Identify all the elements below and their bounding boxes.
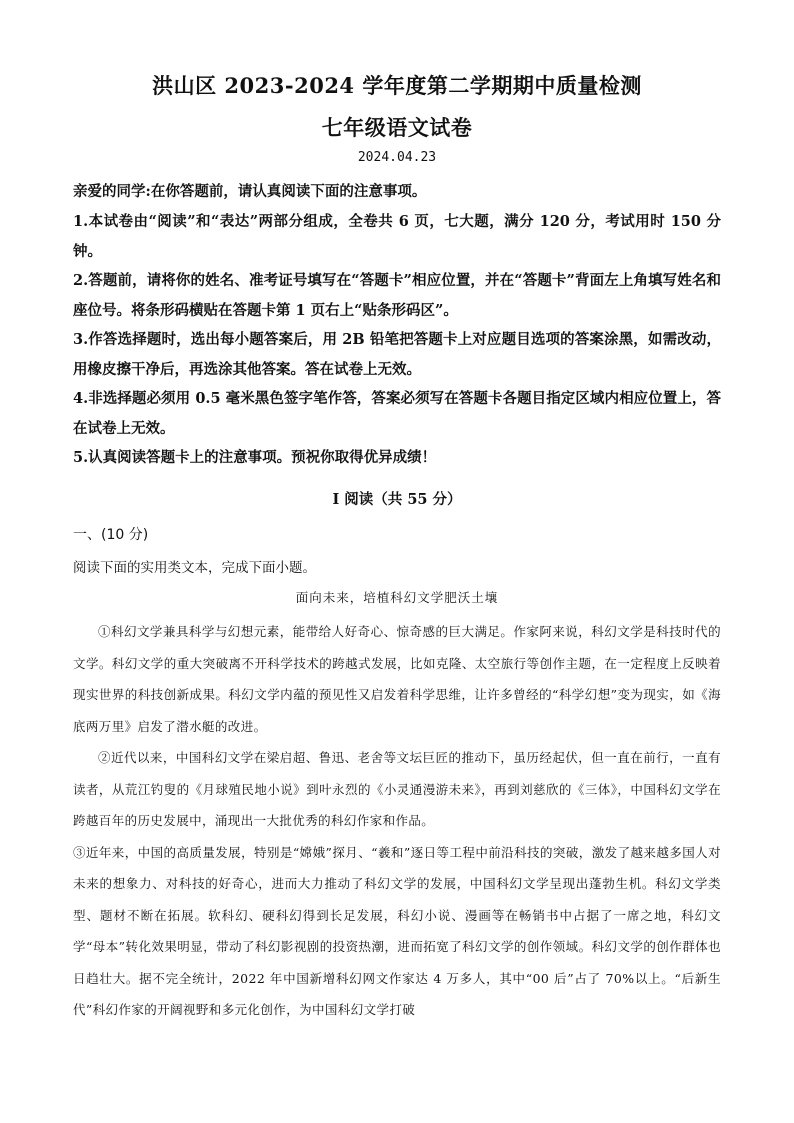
- part-label: 一、(10 分): [73, 527, 149, 543]
- notice-intro: 亲爱的同学:在你答题前，请认真阅读下面的注意事项。: [73, 183, 427, 200]
- article-paragraph: ③近年来，中国的高质量发展，特别是“嫦娥”探月、“羲和”逐日等工程中前沿科技的突破，激发了越来越多国人对未来的想象力、对科技的好奇心，进而大力推动了科幻文学的发展，中国科幻文学呈现出蓬勃生机。科幻文学类型、题材不断在拓展。软科幻、硬科幻得到长足发展，科幻小说、漫画等在畅销书中占据了一席之地，科幻文学“母本”转化效果明显，带动了科幻影视剧的投资热潮，进而拓宽了科幻文学的创作领域。科幻文学的创作群体也日趋壮大。据不完全统计，2022 年中国新增科幻网文作家达 4 万多人，其中“00 后”占了 70%以上。“后新生代”科幻作家的开阔视野和多元化创作，为中国科幻文学打破: [73, 844, 721, 1017]
- article-body: [73, 616, 721, 1026]
- notice-item: 1.本试卷由“阅读”和“表达”两部分组成，全卷共 6 页，七大题，满分 120 分，考试用时 150 分钟。: [73, 213, 721, 260]
- article-paragraph: ②近代以来，中国科幻文学在梁启超、鲁迅、老舍等文坛巨匠的推动下，虽历经起伏，但一直在前行，一直有读者，从荒江钓叟的《月球殖民地小说》到叶永烈的《小灵通漫游未来》，再到刘慈欣的《三体》，中国科幻文学在跨越百年的历史发展中，涌现出一大批优秀的科幻作家和作品。: [73, 750, 721, 828]
- exam-subtitle: 七年级语文试卷: [321, 115, 473, 140]
- article-title: 面向未来，培植科幻文学肥沃土壤: [295, 590, 499, 605]
- exam-title: 洪山区 2023-2024 学年度第二学期期中质量检测: [152, 73, 642, 98]
- reading-instruction: 阅读下面的实用类文本，完成下面小题。: [73, 560, 316, 576]
- notice-item: 2.答题前，请将你的姓名、准考证号填写在“答题卡”相应位置，并在“答题卡”背面左上角填写姓名和座位号。将条形码横贴在答题卡第 1 页右上“贴条形码区”。: [73, 272, 721, 319]
- article-paragraph: ①科幻文学兼具科学与幻想元素，能带给人好奇心、惊奇感的巨大满足。作家阿来说，科幻文学是科技时代的文学。科幻文学的重大突破离不开科学技术的跨越式发展，比如克隆、太空旅行等创作主题，在一定程度上反映着现实世界的科技创新成果。科幻文学内蕴的预见性又启发着科学思维，让许多曾经的“科学幻想”变为现实，如《海底两万里》启发了潜水艇的改进。: [73, 624, 721, 734]
- notice-item: 4.非选择题必须用 0.5 毫米黑色签字笔作答，答案必须写在答题卡各题目指定区域内相应位置上，答在试卷上无效。: [73, 390, 721, 437]
- notice-item: 5.认真阅读答题卡上的注意事项。预祝你取得优异成绩！: [73, 449, 437, 466]
- notice-item: 3.作答选择题时，选出每小题答案后，用 2B 铅笔把答题卡上对应题目选项的答案涂黑，如需改动，用橡皮擦干净后，再选涂其他答案。答在试卷上无效。: [73, 331, 721, 378]
- section-heading: I 阅读（共 55 分）: [332, 491, 462, 508]
- exam-date: 2024.04.23: [357, 150, 437, 165]
- notice-list: [73, 207, 721, 473]
